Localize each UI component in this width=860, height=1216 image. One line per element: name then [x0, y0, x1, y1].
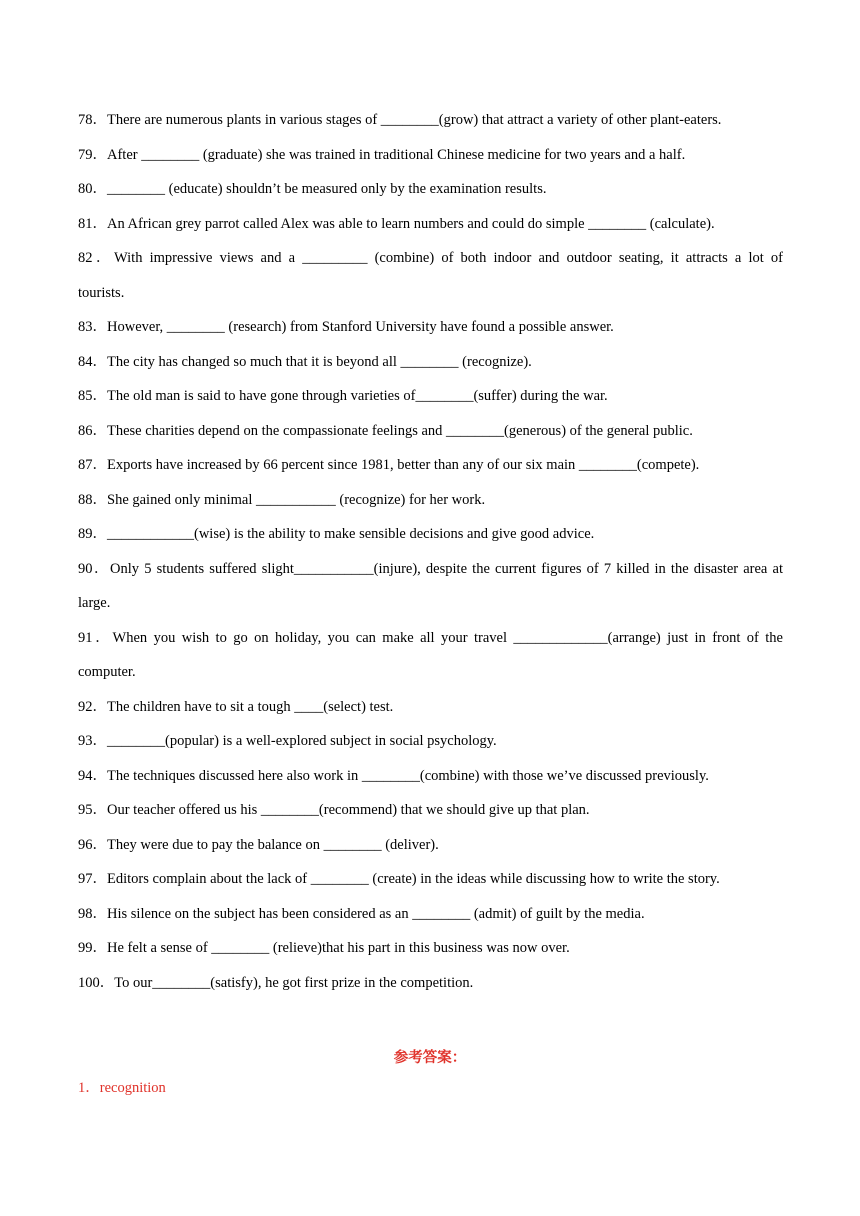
question-87: 87．Exports have increased by 66 percent since 1981, better than any of our six main ________(compete). — [78, 457, 700, 473]
question-86: 86．These charities depend on the compassionate feelings and ________(generous) of the general public. — [78, 423, 693, 439]
answer-1: 1．recognition — [78, 1080, 166, 1096]
question-90-continued: large. — [78, 595, 111, 611]
question-81: 81．An African grey parrot called Alex was able to learn numbers and could do simple ________ (calculate). — [78, 216, 715, 232]
question-95: 95．Our teacher offered us his ________(recommend) that we should give up that plan. — [78, 802, 590, 818]
question-97: 97．Editors complain about the lack of ________ (create) in the ideas while discussing how to write the story. — [78, 871, 720, 887]
question-91-continued: computer. — [78, 664, 136, 680]
question-100: 100．To our________(satisfy), he got first prize in the competition. — [78, 975, 474, 991]
question-91: 91．When you wish to go on holiday, you can make all your travel _____________(arrange) just in front of the — [78, 630, 783, 646]
question-99: 99．He felt a sense of ________ (relieve)that his part in this business was now over. — [78, 940, 570, 956]
question-80: 80．________ (educate) shouldn’t be measured only by the examination results. — [78, 181, 547, 197]
question-93: 93．________(popular) is a well-explored subject in social psychology. — [78, 733, 497, 749]
question-98: 98．His silence on the subject has been considered as an ________ (admit) of guilt by the media. — [78, 906, 645, 922]
question-85: 85．The old man is said to have gone through varieties of________(suffer) during the war. — [78, 388, 608, 404]
question-78: 78．There are numerous plants in various stages of ________(grow) that attract a variety of other plant-eaters. — [78, 112, 722, 128]
question-90: 90．Only 5 students suffered slight___________(injure), despite the current figures of 7 killed in the disaster area at — [78, 561, 783, 577]
question-96: 96．They were due to pay the balance on ________ (deliver). — [78, 837, 439, 853]
question-82-continued: tourists. — [78, 285, 125, 301]
question-94: 94．The techniques discussed here also work in ________(combine) with those we’ve discussed previously. — [78, 768, 709, 784]
question-88: 88．She gained only minimal ___________ (recognize) for her work. — [78, 492, 486, 508]
question-82: 82．With impressive views and a _________ (combine) of both indoor and outdoor seating, it attracts a lot of — [78, 250, 783, 266]
question-84: 84．The city has changed so much that it is beyond all ________ (recognize). — [78, 354, 532, 370]
question-83: 83．However, ________ (research) from Stanford University have found a possible answer. — [78, 319, 614, 335]
question-79: 79．After ________ (graduate) she was trained in traditional Chinese medicine for two years and a half. — [78, 147, 686, 163]
question-92: 92．The children have to sit a tough ____(select) test. — [78, 699, 394, 715]
question-89: 89．____________(wise) is the ability to make sensible decisions and give good advice. — [78, 526, 595, 542]
answer-key-title: 参考答案： — [393, 1050, 467, 1066]
